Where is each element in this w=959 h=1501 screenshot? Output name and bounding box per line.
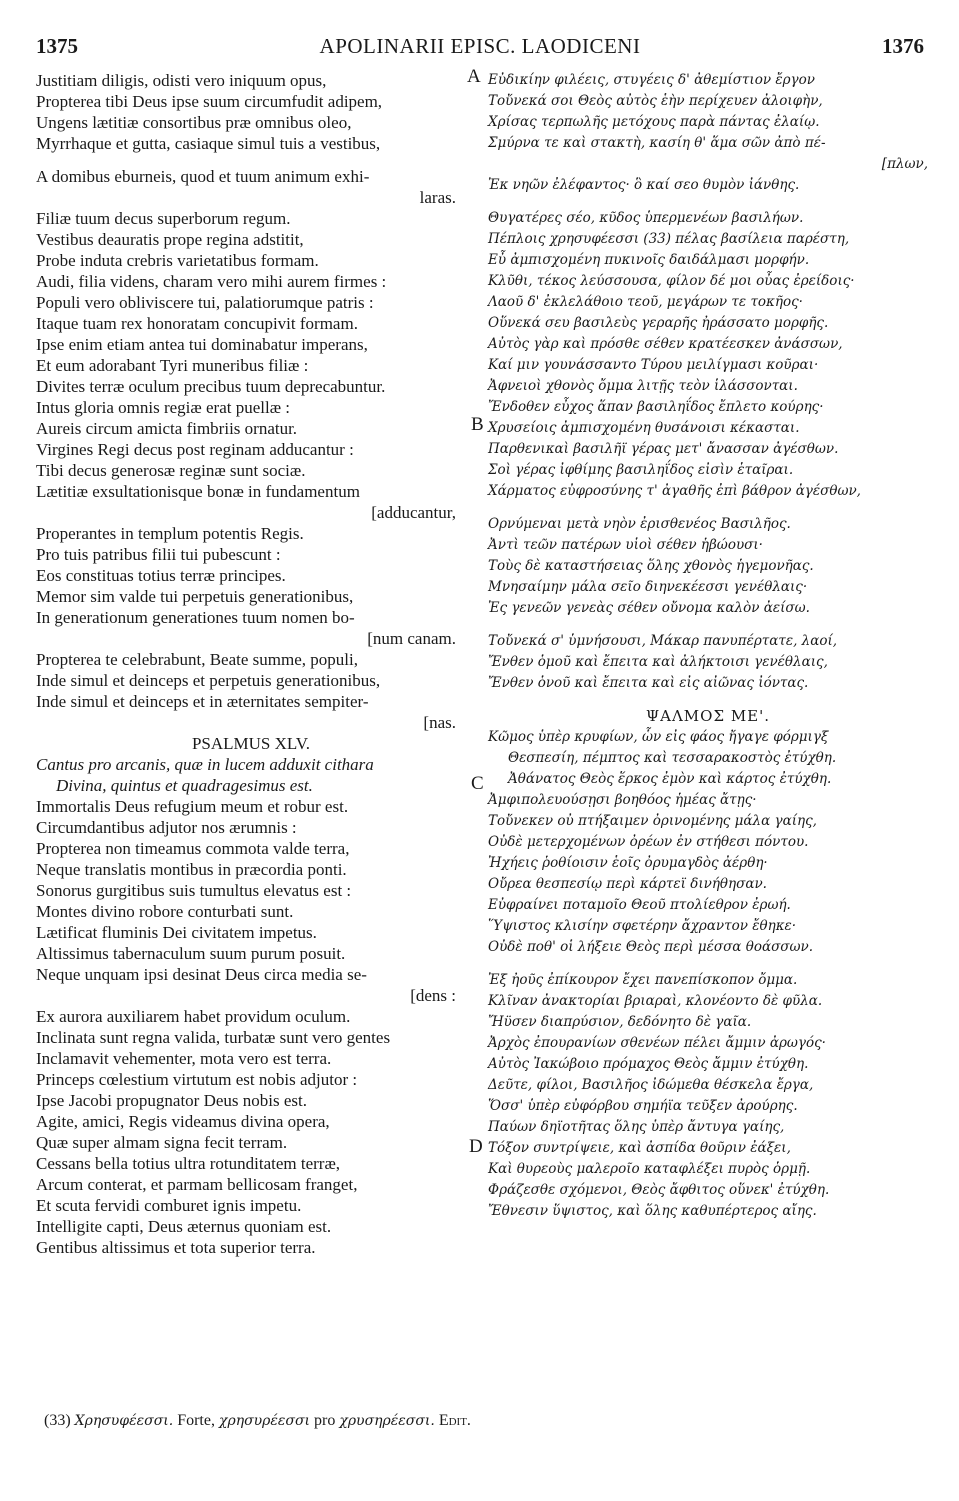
footnote-latin-1: Forte,: [177, 1412, 215, 1429]
greek-column: [488, 70, 928, 1222]
greek-line: [488, 619, 928, 631]
latin-line: Cantus pro arcanis, quæ in lucem adduxit cithara: [36, 755, 374, 774]
greek-line: Αὐτὸς γὰρ καὶ πρόσθε σέθεν κρατέεσκεν ἀνάσσων,: [488, 336, 843, 352]
greek-line: Καὶ θυρεοὺς μαλεροῖο καταφλέξει πυρὸς ὁρμῇ.: [488, 1161, 811, 1177]
latin-line: Intus gloria omnis regiæ erat puellæ :: [36, 398, 291, 417]
greek-line: Παρθενικαὶ βασιλῆϊ γέρας μετ' ἄνασσαν ἀγέσθων.: [488, 441, 839, 457]
greek-line: Ἔνθεν ὁμοῦ καὶ ἔπειτα καὶ ἀλήκτοισι γενέθλαις,: [488, 654, 828, 670]
latin-line: Lætificat fluminis Dei civitatem impetus.: [36, 923, 317, 942]
latin-line: Inde simul et deinceps et perpetuis generationibus,: [36, 671, 381, 690]
latin-line: Itaque tuam rex honoratam concupivit formam.: [36, 314, 358, 333]
latin-line: Princeps cœlestium virtutum est nobis adjutor :: [36, 1070, 358, 1089]
greek-line: Χρυσείοις ἀμπισχομένη θυσάνοισι κέκασται.: [488, 420, 800, 436]
latin-line: Circumdantibus adjutor nos ærumnis :: [36, 818, 297, 837]
latin-line: Ungens lætitiæ consortibus præ omnibus oleo,: [36, 113, 352, 132]
greek-line: Τοὔνεκά σοι Θεὸς αὐτὸς ἑὴν περίχευεν ἀλοιφὴν,: [488, 93, 823, 109]
greek-line: Ἤϋσεν διαπρύσιον, δεδόνητο δὲ γαῖα.: [488, 1014, 752, 1030]
greek-line: Εὐδικίην φιλέεις, στυγέεις δ' ἀθεμίστιον ἔργον: [488, 72, 815, 88]
latin-line: Quæ super almam signa fecit terram.: [36, 1133, 288, 1152]
footnote-greek-3: χρυσηρέεσσι.: [339, 1413, 435, 1429]
greek-line: Χάρματος εὐφροσύνης τ' ἀγαθῆς ἐπὶ βάθρον ἀγέσθων,: [488, 483, 861, 499]
latin-line: Gentibus altissimus et tota superior terra.: [36, 1238, 316, 1257]
footnote: [44, 1412, 471, 1430]
latin-line: laras.: [419, 188, 456, 207]
latin-line: Propterea te celebrabunt, Beate summe, populi,: [36, 650, 358, 669]
latin-line: [36, 154, 466, 166]
greek-line: Εὖ ἀμπισχομένη πυκινοῖς δαιδάλμασι μορφήν.: [488, 252, 810, 268]
greek-line: Ἀφνειοὶ χθονὸς ὄμμα λιτῇς τεὸν ἱλάσσονται.: [488, 378, 798, 394]
greek-line: Σοὶ γέρας ἰφθίμης βασιληΐδος εἰσὶν ἑταῖραι.: [488, 462, 794, 478]
latin-line: Audi, filia videns, charam vero mihi aurem firmes :: [36, 272, 387, 291]
greek-line: Ἔθνεσιν ὕψιστος, καὶ ὅλης καθυπέρτερος αἴης.: [488, 1203, 817, 1219]
greek-line: Οὕνεκά σευ βασιλεὺς γεραρῆς ἠράσσατο μορφῆς.: [488, 315, 829, 331]
greek-line: [488, 694, 928, 706]
greek-line: Ἔνθεν ὁνοῦ καὶ ἔπειτα καὶ εἰς αἰῶνας ἰόντας.: [488, 675, 809, 691]
latin-line: In generationum generationes tuum nomen bo-: [36, 608, 355, 627]
greek-line: Δεῦτε, φίλοι, Βασιλῆος ἰδώμεθα θέσκελα ἔργα,: [488, 1077, 814, 1093]
greek-line: Μνησαίμην μάλα σεῖο διηνεκέεσσι γενέθλαις·: [488, 579, 808, 595]
page-header: [36, 34, 924, 64]
greek-line: Θυγατέρες σέο, κῦδος ὑπερμενέων βασιλήων.: [488, 210, 804, 226]
greek-line: Παύων δηϊοτῆτας ὅλης ὑπὲρ ἄντυγα γαίης,: [488, 1119, 785, 1135]
latin-line: Intelligite capti, Deus æternus quoniam est.: [36, 1217, 332, 1236]
greek-line: [488, 502, 928, 514]
footnote-latin-2: pro: [314, 1412, 336, 1429]
latin-line: Sonorus gurgitibus suis tumultus elevatus est :: [36, 881, 352, 900]
footnote-greek-2: χρησυρέεσσι: [218, 1413, 311, 1429]
greek-line: Ὅσσ' ὑπὲρ εὐφόρβου σημήϊα τεῦξεν ἀρούρης.: [488, 1098, 798, 1114]
latin-line: Inde simul et deinceps et in æternitates sempiter-: [36, 692, 369, 711]
margin-marker-d: D: [469, 1136, 483, 1157]
greek-line: Ἐξ ἠοῦς ἐπίκουρον ἔχει πανεπίσκοπον ὄμμα.: [488, 972, 798, 988]
greek-line: Οὐδὲ ποθ' οἱ λήξειε Θεὸς περὶ μέσσα θοάσσων.: [488, 939, 814, 955]
latin-line: Et scuta fervidi comburet ignis impetu.: [36, 1196, 302, 1215]
footnote-greek-1: Χρησυφέεσσι.: [74, 1413, 174, 1429]
greek-line: Ἐς γενεῶν γενεὰς σέθεν οὔνομα καλὸν ἀείσω.: [488, 600, 810, 616]
latin-line: Myrrhaque et gutta, casiaque simul tuis a vestibus,: [36, 134, 381, 153]
latin-line: Ipse enim etiam antea tui dominabatur imperans,: [36, 335, 368, 354]
latin-line: Probe induta crebris varietatibus formam.: [36, 251, 319, 270]
latin-line: Divina, quintus et quadragesimus est.: [56, 776, 313, 795]
greek-line: Ἀρχὸς ἐπουρανίων σθενέων πέλει ἄμμιν ἀρωγός·: [488, 1035, 826, 1051]
greek-line: Οὔρεα θεσπεσίῳ περὶ κάρτεϊ δινήθησαν.: [488, 876, 767, 892]
greek-line: Ὕψιστος κλισίην σφετέρην ἄχραντον ἔθηκε·: [488, 918, 797, 934]
latin-line: Lætitiæ exsultationisque bonæ in fundamentum: [36, 482, 360, 501]
latin-line: Arcum conterat, et parmam bellicosam franget,: [36, 1175, 358, 1194]
greek-line: Λαοῦ δ' ἐκλελάθοιο τεοῦ, μεγάρων τε τοκῆος·: [488, 294, 803, 310]
page-number-right: 1376: [882, 34, 924, 58]
latin-line: Altissimus tabernaculum suum purum posuit.: [36, 944, 346, 963]
greek-line: Τοὔνεκεν οὐ πτήξαιμεν ὀρινομένης μάλα γαίης,: [488, 813, 817, 829]
latin-line: Propterea non timeamus commota valde terra,: [36, 839, 350, 858]
latin-line: Divites terræ oculum precibus tuum deprecabuntur.: [36, 377, 386, 396]
latin-line: Immortalis Deus refugium meum et robur est.: [36, 797, 349, 816]
latin-line: PSALMUS XLV.: [191, 734, 311, 753]
greek-line: Τοὔνεκά σ' ὑμνήσουσι, Μάκαρ πανυπέρτατε, λαοί,: [488, 633, 838, 649]
greek-line: Τοὺς δὲ καταστήσειας ὅλης χθονὸς ἡγεμονῆας.: [488, 558, 814, 574]
greek-line: Εὐφραίνει ποταμοῖο Θεοῦ πτολίεθρον ἐρωή.: [488, 897, 791, 913]
greek-line: Ἐκ νηῶν ἐλέφαντος· ὃ καί σεο θυμὸν ἰάνθης.: [488, 177, 800, 193]
footnote-number: (33): [44, 1412, 71, 1429]
latin-line: Justitiam diligis, odisti vero iniquum opus,: [36, 71, 327, 90]
greek-line: Καί μιν γουνάσσαντο Τύρου μειλίγμασι κοῦραι·: [488, 357, 819, 373]
greek-line: Κλῖναν ἀνακτορίαι βριαραὶ, κλονέοντο δὲ φῦλα.: [488, 993, 823, 1009]
latin-line: Memor sim valde tui perpetuis generationibus,: [36, 587, 354, 606]
latin-line: Inclinata sunt regna valida, turbatæ sunt vero gentes: [36, 1028, 391, 1047]
greek-line: Ἀμφιπολευούσῃσι βοηθόος ἡμέας ἄτῃς·: [488, 792, 757, 808]
latin-line: Tibi decus generosæ reginæ sunt sociæ.: [36, 461, 306, 480]
greek-line: Σμύρνα τε καὶ στακτὴ, κασίη θ' ἅμα σῶν ἀπὸ πέ-: [488, 135, 826, 151]
latin-line: A domibus eburneis, quod et tuum animum exhi-: [36, 167, 370, 186]
latin-line: Properantes in templum potentis Regis.: [36, 524, 304, 543]
latin-line: Eos constituas totius terræ principes.: [36, 566, 286, 585]
latin-line: Populi vero obliviscere tui, palatiorumque patris :: [36, 293, 374, 312]
margin-marker-b: B: [471, 414, 484, 435]
latin-line: [num canam.: [367, 629, 456, 648]
latin-line: Inclamavit vehementer, mota vero est terra.: [36, 1049, 332, 1068]
greek-line: Ἀντὶ τεῶν πατέρων υἱοὶ σέθεν ἡβώουσι·: [488, 537, 763, 553]
greek-line: Ορνύμεναι μετὰ νηὸν ἐρισθενέος Βασιλῆος.: [488, 516, 791, 532]
greek-line: [πλων,: [881, 156, 928, 172]
latin-line: Et eum adorabant Tyri muneribus filiæ :: [36, 356, 309, 375]
latin-column: [36, 70, 466, 1258]
margin-marker-c: C: [471, 773, 484, 794]
latin-line: Vestibus deauratis prope regina adstitit,: [36, 230, 304, 249]
running-title: APOLINARII EPISC. LAODICENI: [319, 34, 641, 58]
latin-line: [nas.: [423, 713, 456, 732]
latin-line: Ipse Jacobi propugnator Deus nobis est.: [36, 1091, 308, 1110]
latin-line: Montes divino robore conturbati sunt.: [36, 902, 294, 921]
latin-line: Cessans bella totius ultra rotunditatem terræ,: [36, 1154, 341, 1173]
greek-line: Τόξον συντρίψειε, καὶ ἀσπίδα θοῦριν ἐάξει,: [488, 1140, 791, 1156]
latin-line: Aureis circum amicta fimbriis ornatur.: [36, 419, 298, 438]
greek-line: Χρίσας τερπωλῆς μετόχους παρὰ πάντας ἐλαίῳ.: [488, 114, 820, 130]
greek-line: Θεσπεσίη, πέμπτος καὶ τεσσαρακοστὸς ἐτύχθη.: [508, 750, 837, 766]
greek-line: Αὐτὸς Ἰακώβοιο πρόμαχος Θεὸς ἄμμιν ἐτύχθη.: [488, 1056, 809, 1072]
margin-marker-a: A: [467, 66, 481, 87]
greek-line: Πέπλοις χρησυφέεσσι (33) πέλας βασίλεια παρέστη,: [488, 231, 850, 247]
greek-line: Ἠχήεις ῥοθίοισιν ἑοῖς ὀρυμαγδὸς ἀέρθη·: [488, 855, 768, 871]
greek-line: ΨΑΛΜΟΣ ΜΕ'.: [645, 707, 771, 725]
page-number-left: 1375: [36, 34, 78, 58]
latin-line: Ex aurora auxiliarem habet providum oculum.: [36, 1007, 351, 1026]
greek-line: Ἔνδοθεν εὖχος ἅπαν βασιληΐδος ἔπλετο κούρης·: [488, 399, 824, 415]
latin-line: Virgines Regi decus post reginam adducantur :: [36, 440, 354, 459]
latin-line: Pro tuis patribus filii tui pubescunt :: [36, 545, 281, 564]
greek-line: [488, 958, 928, 970]
latin-line: [dens :: [410, 986, 456, 1005]
latin-line: Agite, amici, Regis videamus divina opera,: [36, 1112, 330, 1131]
greek-line: [488, 196, 928, 208]
greek-line: Κῶμος ὑπὲρ κρυφίων, ὧν εἰς φάος ἤγαγε φόρμιγξ: [488, 729, 829, 745]
latin-line: Neque translatis montibus in præcordia ponti.: [36, 860, 347, 879]
greek-line: Οὐδὲ μετερχομένων ὀρέων ἐν στήθεσι πόντου.: [488, 834, 809, 850]
footnote-edit: Edit.: [438, 1412, 471, 1429]
latin-line: Neque unquam ipsi desinat Deus circa media se-: [36, 965, 367, 984]
latin-line: Propterea tibi Deus ipse suum circumfudit adipem,: [36, 92, 383, 111]
greek-line: Κλῦθι, τέκος λεύσσουσα, φίλον δέ μοι οὖας ἐρείδοις·: [488, 273, 855, 289]
greek-line: Ἀθάνατος Θεὸς ἕρκος ἐμὸν καὶ κάρτος ἐτύχθη.: [508, 771, 832, 787]
greek-line: Φράζεσθε σχόμενοι, Θεὸς ἄφθιτος οὕνεκ' ἐτύχθη.: [488, 1182, 830, 1198]
latin-line: Filiæ tuum decus superborum regum.: [36, 209, 291, 228]
latin-line: [adducantur,: [371, 503, 456, 522]
